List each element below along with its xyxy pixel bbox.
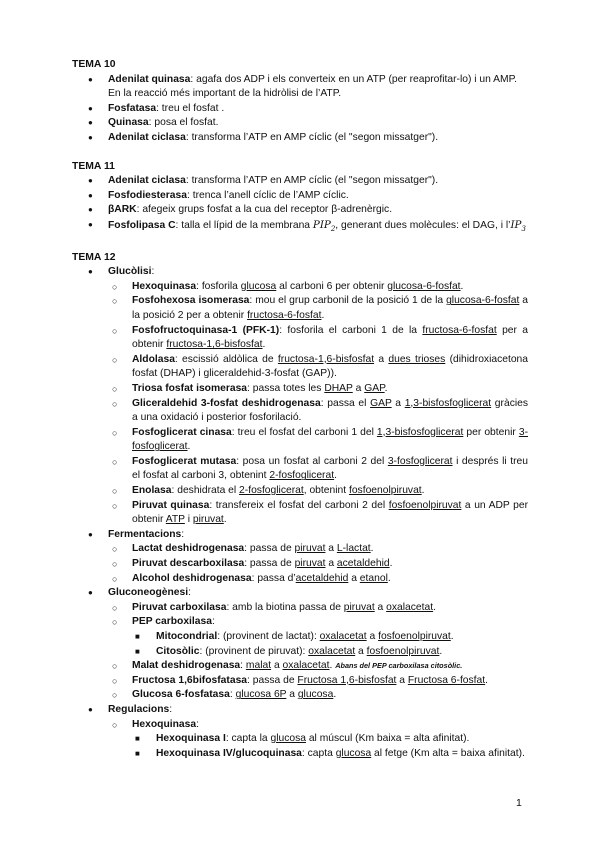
section-tema-10 bbox=[72, 58, 528, 146]
list-item: ○ Aldolasa: escissió aldòlica de fructosa-1,6-bisfosfat a dues trioses (dihidroxiacetona fosfat (DHAP) i gliceraldehid-3-fosfat (GAP)). bbox=[72, 353, 528, 382]
list-item-fermentacions: ● Fermentacions: ○ Lactat deshidrogenasa: passa de piruvat a L-lactat. ○ Piruvat descarboxilasa: passa de piruvat a acetaldehid. ○ Alcohol deshidrogenasa: passa d’acetaldehid a etanol. bbox=[72, 528, 528, 586]
bullet-list bbox=[72, 73, 528, 146]
sub-sub-list bbox=[132, 732, 528, 761]
bullet-list bbox=[72, 265, 528, 761]
list-item-gluconeogenesi: ● Gluconeogènesi: ○ Piruvat carboxilasa: amb la biotina passa de piruvat a oxalacetat. ○ PEP carboxilasa: ■ Mitocondrial: (provinent de lactat): oxalacetat a fosfoenolpiruvat. ■ Citosòlic: (provinent de piruvat): oxalacetat a fosfoenolpiruvat. ○ Malat deshidrogenasa: malat a oxalacetat. Abans del PEP carboxilasa citosòlic. ○ Fructosa 1,6bifosfatasa: passa de Fructosa 1,6-bisfosfat a Fructosa 6-fosfat. ○ Glucosa 6-fosfatasa: glucosa 6P a glucosa. bbox=[72, 586, 528, 703]
list-item: ● Adenilat quinasa: agafa dos ADP i els converteix en un ATP (per reaprofitar-lo) i un AMP. En la reacció més important de la hidròlisi de l’ATP. bbox=[72, 73, 528, 102]
list-item: ○ Hexoquinasa: ■ Hexoquinasa I: capta la glucosa al múscul (Km baixa = alta afinitat). ■ Hexoquinasa IV/glucoquinasa: capta glucosa al fetge (Km alta = baixa afinitat). bbox=[72, 718, 528, 762]
list-item: ○ Piruvat carboxilasa: amb la biotina passa de piruvat a oxalacetat. bbox=[72, 601, 528, 616]
list-item: ○ Hexoquinasa: fosforila glucosa al carboni 6 per obtenir glucosa-6-fosfat. bbox=[72, 280, 528, 295]
list-item: ○ Piruvat descarboxilasa: passa de piruvat a acetaldehid. bbox=[72, 557, 528, 572]
list-item: ○ Piruvat quinasa: transfereix el fosfat del carboni 2 del fosfoenolpiruvat a un ADP per obtenir ATP i piruvat. bbox=[72, 499, 528, 528]
list-item: ■ Citosòlic: (provinent de piruvat): oxalacetat a fosfoenolpiruvat. bbox=[72, 645, 528, 660]
sub-list bbox=[108, 542, 528, 586]
sub-list bbox=[108, 718, 528, 762]
list-item: ○ PEP carboxilasa: ■ Mitocondrial: (provinent de lactat): oxalacetat a fosfoenolpiruvat. ■ Citosòlic: (provinent de piruvat): oxalacetat a fosfoenolpiruvat. bbox=[72, 615, 528, 659]
list-item: ● Fosfodiesterasa: trenca l’anell cíclic de l’AMP cíclic. bbox=[72, 189, 528, 204]
sub-list bbox=[108, 601, 528, 703]
sub-list bbox=[108, 280, 528, 528]
section-title: TEMA 12 bbox=[72, 251, 116, 263]
page-number: 1 bbox=[516, 797, 522, 809]
section-tema-12 bbox=[72, 251, 528, 762]
list-item: ○ Fosfohexosa isomerasa: mou el grup carbonil de la posició 1 de la glucosa-6-fosfat a la posició 2 per a obtenir fructosa-6-fosfat. bbox=[72, 294, 528, 323]
list-item: ○ Enolasa: deshidrata el 2-fosfoglicerat, obtenint fosfoenolpiruvat. bbox=[72, 484, 528, 499]
list-item: ○ Fosfofructoquinasa-1 (PFK-1): fosforila el carboni 1 de la fructosa-6-fosfat per a obtenir fructosa-1,6-bisfosfat. bbox=[72, 324, 528, 353]
list-item-regulacions: ● Regulacions: ○ Hexoquinasa: ■ Hexoquinasa I: capta la glucosa al múscul (Km baixa = alta afinitat). ■ Hexoquinasa IV/glucoquinasa: capta glucosa al fetge (Km alta = baixa afinitat). bbox=[72, 703, 528, 761]
document-body bbox=[72, 58, 528, 761]
list-item: ○ Triosa fosfat isomerasa: passa totes les DHAP a GAP. bbox=[72, 382, 528, 397]
list-item: ● βARK: afegeix grups fosfat a la cua del receptor β-adrenèrgic. bbox=[72, 203, 528, 218]
list-item: ● Adenilat ciclasa: transforma l’ATP en AMP cíclic (el "segon missatger"). bbox=[72, 131, 528, 146]
annotation-note: Abans del PEP carboxilasa citosòlic. bbox=[335, 661, 463, 671]
list-item: ○ Fructosa 1,6bifosfatasa: passa de Fructosa 1,6-bisfosfat a Fructosa 6-fosfat. bbox=[72, 674, 528, 689]
list-item: ○ Alcohol deshidrogenasa: passa d’acetaldehid a etanol. bbox=[72, 572, 528, 587]
section-title: TEMA 11 bbox=[72, 160, 115, 172]
list-item: ■ Hexoquinasa I: capta la glucosa al múscul (Km baixa = alta afinitat). bbox=[72, 732, 528, 747]
list-item: ○ Fosfoglicerat mutasa: posa un fosfat al carboni 2 del 3-fosfoglicerat i després li treu el fosfat al carboni 3, obtenint 2-fosfoglicerat. bbox=[72, 455, 528, 484]
sub-sub-list bbox=[132, 630, 528, 659]
list-item-glucolisi: ● Glucòlisi: ○ Hexoquinasa: fosforila glucosa al carboni 6 per obtenir glucosa-6-fosfat. ○ Fosfohexosa isomerasa: mou el grup carbonil de la posició 1 de la glucosa-6-fosfat a la posició 2 per a obtenir fructosa-6-fosfat. ○ Fosfofructoquinasa-1 (PFK-1): fosforila el carboni 1 de la fructosa-6-fosfat per a obtenir fructosa-1,6-bisfosfat. ○ Aldolasa: escissió aldòlica de fructosa-1,6-bisfosfat a dues trioses (dihidroxiacetona fosfat (DHAP) i gliceraldehid-3-fosfat (GAP)). ○ Triosa fosfat isomerasa: passa totes les DHAP a GAP. ○ Gliceraldehid 3-fosfat deshidrogenasa: passa el GAP a 1,3-bisfosfoglicerat gràcies a una oxidació i posterior fosforilació. ○ Fosfoglicerat cinasa: treu el fosfat del carboni 1 del 1,3-bisfosfoglicerat per obtenir 3-fosfoglicerat. ○ Fosfoglicerat mutasa: posa un fosfat al carboni 2 del 3-fosfoglicerat i després li treu el fosfat al carboni 3, obtenint 2-fosfoglicerat. ○ Enolasa: deshidrata el 2-fosfoglicerat, obtenint fosfoenolpiruvat. ○ Piruvat quinasa: transfereix el fosfat del carboni 2 del fosfoenolpiruvat a un ADP per obtenir ATP i piruvat. bbox=[72, 265, 528, 528]
list-item: ● Quinasa: posa el fosfat. bbox=[72, 116, 528, 131]
section-title: TEMA 10 bbox=[72, 59, 116, 70]
list-item: ■ Mitocondrial: (provinent de lactat): oxalacetat a fosfoenolpiruvat. bbox=[72, 630, 528, 645]
list-item: ● Fosfatasa: treu el fosfat . bbox=[72, 102, 528, 117]
list-item: ○ Gliceraldehid 3-fosfat deshidrogenasa: passa el GAP a 1,3-bisfosfoglicerat gràcies a una oxidació i posterior fosforilació. bbox=[72, 397, 528, 426]
list-item: ● Fosfolipasa C: talla el lípid de la membrana $PIP_2$, generant dues molècules: el DAG, i $l’IP_3$ bbox=[72, 218, 528, 237]
section-tema-11 bbox=[72, 160, 528, 237]
list-item: ■ Hexoquinasa IV/glucoquinasa: capta glucosa al fetge (Km alta = baixa afinitat). bbox=[72, 747, 528, 762]
list-item: ● Adenilat ciclasa: transforma l’ATP en AMP cíclic (el "segon missatger"). bbox=[72, 174, 528, 189]
bullet-list bbox=[72, 174, 528, 236]
list-item: ○ Fosfoglicerat cinasa: treu el fosfat del carboni 1 del 1,3-bisfosfoglicerat per obtenir 3-fosfoglicerat. bbox=[72, 426, 528, 455]
list-item: ○ Glucosa 6-fosfatasa: glucosa 6P a glucosa. bbox=[72, 688, 528, 703]
list-item: ○ Lactat deshidrogenasa: passa de piruvat a L-lactat. bbox=[72, 542, 528, 557]
list-item: ○ Malat deshidrogenasa: malat a oxalacetat. Abans del PEP carboxilasa citosòlic. bbox=[72, 659, 528, 674]
